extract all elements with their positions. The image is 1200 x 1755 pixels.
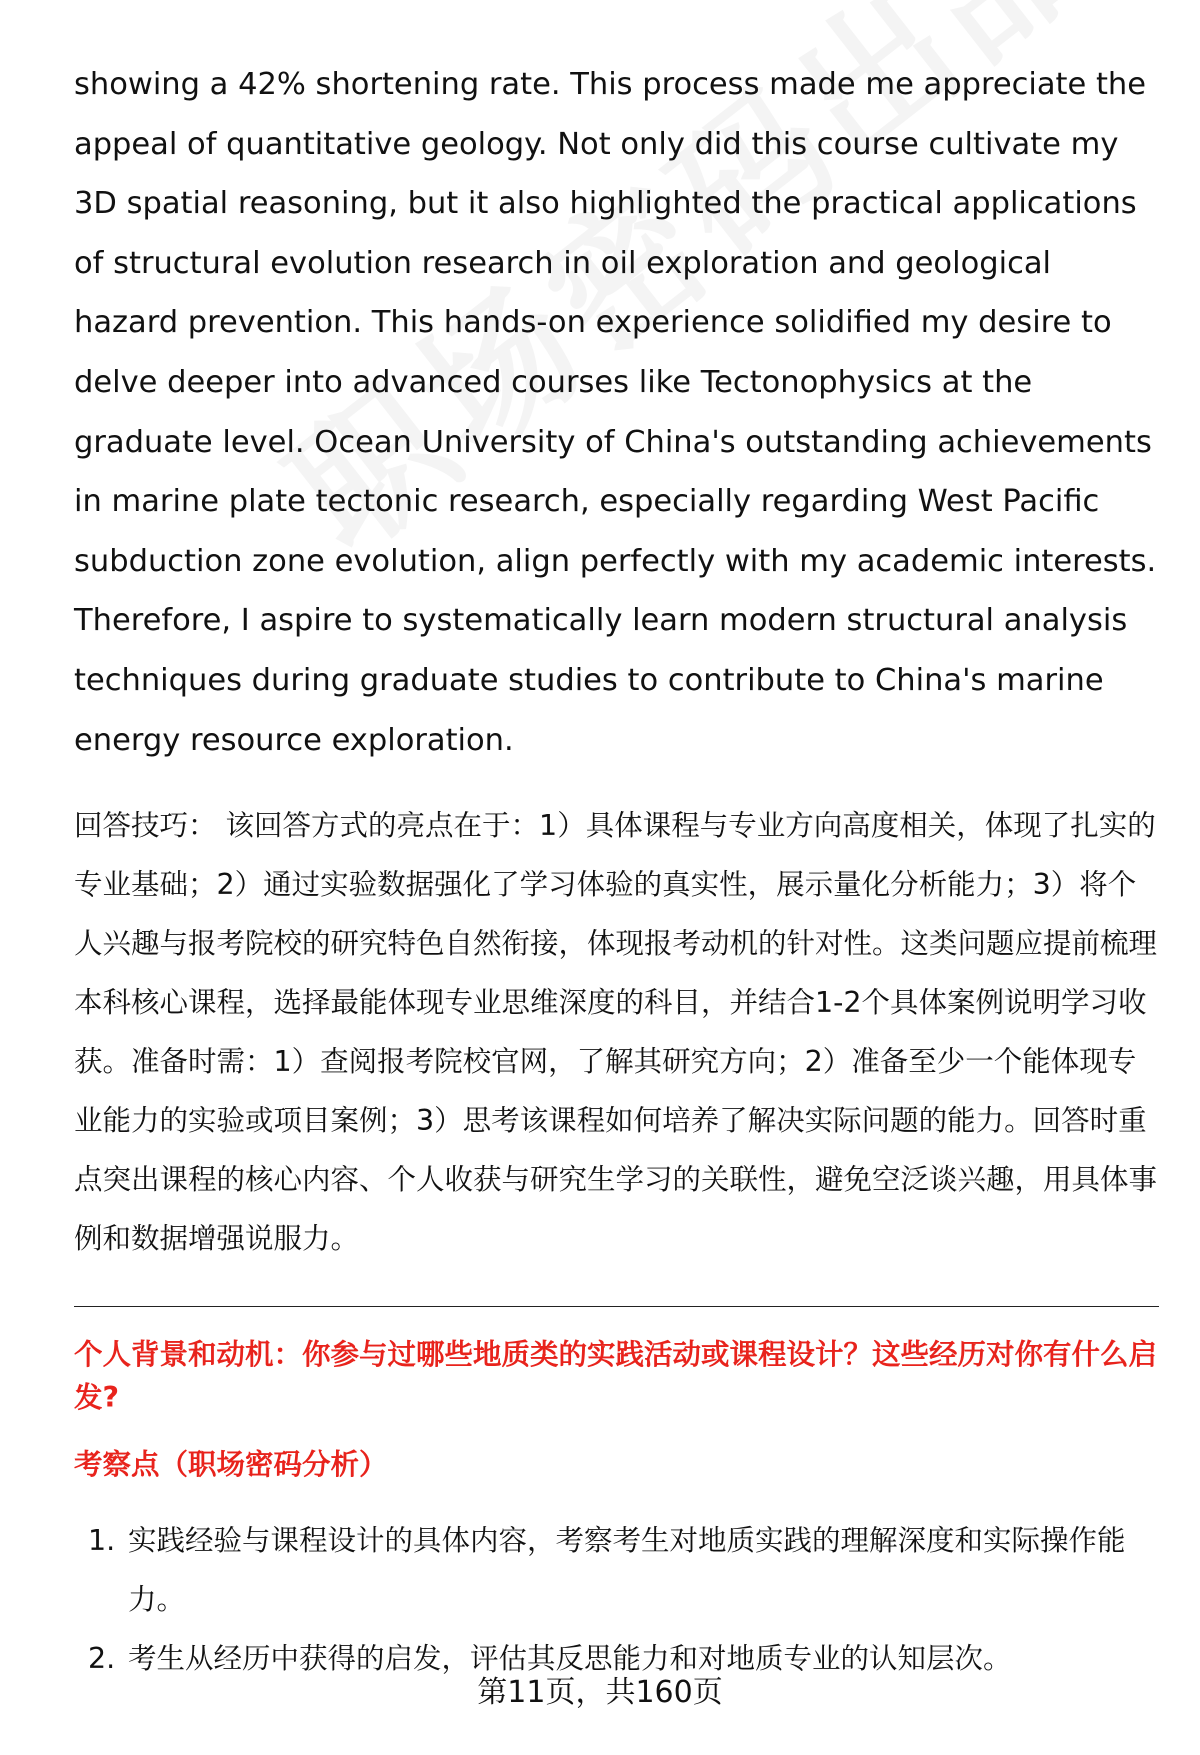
exam-point-item bbox=[74, 1511, 1159, 1629]
exam-points-list bbox=[74, 1511, 1159, 1688]
question-heading: 个人背景和动机：你参与过哪些地质类的实践活动或课程设计？这些经历对你有什么启发? bbox=[74, 1338, 1158, 1415]
english-answer-paragraph: showing a 42% shortening rate. This process made me appreciate the appeal of quantitative geology. Not only did this course cultivate my 3D spatial reasoning, but it also highlighted the practical applications of structural evolution research in oil exploration and geological hazard prevention. This hands-on experience solidified my desire to delve deeper into advanced courses like Tectonophysics at the graduate level. Ocean University of China's outstanding achievements in marine plate tectonic research, especially regarding West Pacific subduction zone evolution, align perfectly with my academic interests. Therefore, I aspire to systematically learn modern structural analysis techniques during graduate studies to contribute to China's marine energy resource exploration. bbox=[74, 67, 1157, 758]
page-content bbox=[74, 55, 1159, 1688]
exam-point-number: 2. bbox=[88, 1642, 116, 1676]
exam-points-heading: 考察点（职场密码分析） bbox=[74, 1448, 388, 1482]
exam-point-text: 考生从经历中获得的启发，评估其反思能力和对地质专业的认知层次。 bbox=[128, 1642, 1012, 1676]
section-divider bbox=[74, 1306, 1159, 1307]
exam-point-text: 实践经验与课程设计的具体内容，考察考生对地质实践的理解深度和实际操作能力。 bbox=[128, 1524, 1126, 1617]
exam-point-number: 1. bbox=[88, 1524, 116, 1558]
answer-tips-paragraph: 回答技巧： 该回答方式的亮点在于：1）具体课程与专业方向高度相关，体现了扎实的专业基础；2）通过实验数据强化了学习体验的真实性，展示量化分析能力；3）将个人兴趣与报考院校的研究特色自然衔接，体现报考动机的针对性。这类问题应提前梳理本科核心课程，选择最能体现专业思维深度的科目，并结合1-2个具体案例说明学习收获。准备时需：1）查阅报考院校官网，了解其研究方向；2）准备至少一个能体现专业能力的实验或项目案例；3）思考该课程如何培养了解决实际问题的能力。回答时重点突出课程的核心内容、个人收获与研究生学习的关联性，避免空泛谈兴趣，用具体事例和数据增强说服力。 bbox=[74, 809, 1158, 1256]
page-footer: 第11页，共160页 bbox=[477, 1675, 723, 1710]
